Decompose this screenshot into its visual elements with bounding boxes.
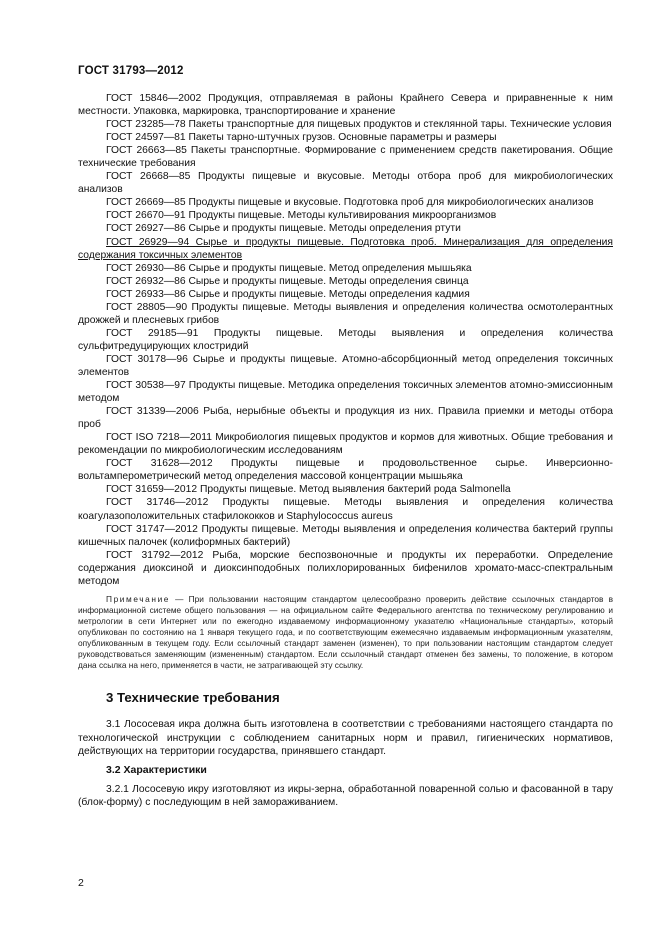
reference-item: ГОСТ 31628—2012 Продукты пищевые и продовольственное сырье. Инверсионно-вольтамперометрический метод определения массовой концентрации мышьяка [78,458,613,483]
reference-item: ГОСТ 30538—97 Продукты пищевые. Методика определения токсичных элементов атомно-эмиссионным методом [78,380,613,405]
reference-item: ГОСТ 26669—85 Продукты пищевые и вкусовые. Подготовка проб для микробиологических анализов [106,197,594,209]
reference-item: ГОСТ 28805—90 Продукты пищевые. Методы выявления и определения количества осмотолерантных дрожжей и плесневых грибов [78,301,613,326]
reference-list [78,92,613,588]
reference-item: ГОСТ 30178—96 Сырье и продукты пищевые. Атомно-абсорбционный метод определения токсичных элементов [78,353,613,378]
reference-item: ГОСТ 15846—2002 Продукция, отправляемая в районы Крайнего Севера и приравненные к ним местности. Упаковка, маркировка, транспортирование и хранение [78,93,613,118]
note-paragraph [78,594,613,672]
reference-item: ГОСТ 26927—86 Сырье и продукты пищевые. Методы определения ртути [106,223,461,235]
reference-item: ГОСТ 26930—86 Сырье и продукты пищевые. Метод определения мышьяка [106,262,472,274]
section-title: 3 Технические требования [106,690,280,706]
reference-item: ГОСТ ISO 7218—2011 Микробиология пищевых продуктов и кормов для животных. Общие требования и рекомендации по микробиологическим исследованиям [78,432,613,457]
note-text: — При пользовании настоящим стандартом целесообразно проверить действие ссылочных стандартов в информационной системе общего пользования — на официальном сайте Федерального агентства по техническому регулированию и метрологии в сети Интернет или по ежегодно издаваемому информационному указателю «Национальные стандарты», который опубликован по состоянию на 1 января текущего года, и по соответствующим ежемесячно издаваемым информационным указателям, опубликованным в текущем году. Если ссылочный стандарт заменен (изменен), то при пользовании настоящим стандартом следует руководствоваться заменяющим (измененным) стандартом. Если ссылочный стандарт отменен без замены, то положение, в котором дана ссылка на него, применяется в части, не затрагивающей эту ссылку. [78,593,613,671]
reference-item: ГОСТ 31746—2012 Продукты пищевые. Методы выявления и определения количества коагулазоположительных стафилококков и Staphylococcus aureus [78,497,613,522]
document-header: ГОСТ 31793—2012 [78,65,184,77]
note-label: Примечание [106,593,171,604]
reference-item: ГОСТ 26932—86 Сырье и продукты пищевые. Методы определения свинца [106,275,469,287]
paragraph-3-2-1: 3.2.1 Лососевую икру изготовляют из икры-зерна, обработанной поваренной солью и фасованной в тару (блок-форму) с последующим в ней замораживанием. [78,783,613,808]
reference-item: ГОСТ 29185—91 Продукты пищевые. Методы выявления и определения количества сульфитредуцирующих клостридий [78,327,613,352]
reference-item: ГОСТ 31792—2012 Рыба, морские беспозвоночные и продукты их переработки. Определение содержания диоксиной и диоксинподобных полихлорированных бифенилов хромато-масс-спектральным методом [78,549,613,587]
reference-item: ГОСТ 26929—94 Сырье и продукты пищевые. Подготовка проб. Минерализация для определения содержания токсичных элементов [78,236,613,261]
reference-item: ГОСТ 31659—2012 Продукты пищевые. Метод выявления бактерий рода Salmonella [106,484,511,496]
subsection-title: 3.2 Характеристики [106,763,207,776]
reference-item: ГОСТ 26933—86 Сырье и продукты пищевые. Методы определения кадмия [106,288,470,300]
document-body [78,92,613,809]
page-number: 2 [78,877,84,889]
reference-item: ГОСТ 26670—91 Продукты пищевые. Методы культивирования микроорганизмов [106,210,497,222]
reference-item: ГОСТ 26668—85 Продукты пищевые и вкусовые. Методы отбора проб для микробиологических анализов [78,171,613,196]
reference-item: ГОСТ 31747—2012 Продукты пищевые. Методы выявления и определения количества бактерий группы кишечных палочек (колиформных бактерий) [78,523,613,548]
reference-item: ГОСТ 23285—78 Пакеты транспортные для пищевых продуктов и стеклянной тары. Технические условия [106,119,612,131]
reference-item: ГОСТ 26663—85 Пакеты транспортные. Формирование с применением средств пакетирования. Общие технические требования [78,145,613,170]
reference-item: ГОСТ 24597—81 Пакеты тарно-штучных грузов. Основные параметры и размеры [106,132,497,144]
paragraph-3-1: 3.1 Лососевая икра должна быть изготовлена в соответствии с требованиями настоящего стандарта по технологической инструкции с соблюдением санитарных норм и правил, гигиенических нормативов, действующих на территории государства, принявшего стандарт. [78,719,613,757]
reference-item: ГОСТ 31339—2006 Рыба, нерыбные объекты и продукция из них. Правила приемки и методы отбора проб [78,406,613,431]
